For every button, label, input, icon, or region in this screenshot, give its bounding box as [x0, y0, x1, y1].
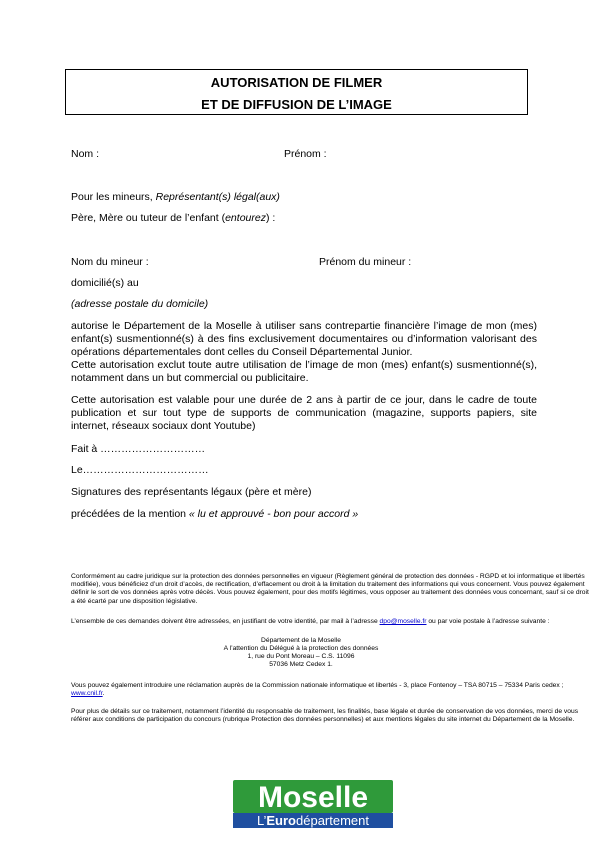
logo-bottom-prefix: L’ [256, 813, 267, 828]
address-line-1: Département de la Moselle [261, 637, 341, 644]
legal-p2-suffix: ou par voie postale à l’adresse suivante : [426, 618, 550, 625]
address-line-2: A l’attention du Délégué à la protection des données [223, 645, 379, 652]
signatures-label: Signatures des représentants légaux (père et mère) [71, 486, 312, 498]
body-paragraph-3: Cette autorisation est valable pour une durée de 2 ans à partir de ce jour, dans le cadre de toute publication et sur tout type de supports de communication (magazine, supports papiers, site internet, réseaux sociaux dont Youtube) [71, 394, 537, 432]
logo-moselle-text: Moselle [257, 781, 369, 814]
mention-line [71, 508, 358, 521]
logo-bottom-bold: Euro [266, 813, 297, 828]
address-line-4: 57036 Metz Cedex 1. [269, 661, 333, 668]
title-box [65, 69, 528, 115]
fait-a-line: Fait à ………………………… [71, 443, 206, 455]
mineurs-line-1-italic: Représentant(s) légal(aux) [155, 191, 280, 203]
mineurs-line-2-prefix: Père, Mère ou tuteur de l’enfant ( [71, 212, 226, 224]
mention-prefix: précédées de la mention [71, 508, 189, 520]
title-line-1: AUTORISATION DE FILMER [210, 75, 383, 90]
mineurs-line-2 [71, 212, 275, 225]
prenom-mineur-label: Prénom du mineur : [319, 256, 412, 268]
moselle-logo [233, 780, 393, 828]
address-line-3: 1, rue du Pont Moreau – C.S. 11096 [247, 653, 355, 660]
body-paragraph-1: autorise le Département de la Moselle à utiliser sans contrepartie financière l’image de mon (mes) enfant(s) susmentionné(s) à des fins exclusivement documentaires ou d’information valorisant des opérations départementales dont celles du Conseil Départemental Junior. [71, 320, 537, 358]
legal-paragraph-4: Pour plus de détails sur ce traitement, notamment l’identité du responsable de traitement, les finalités, base légale et durée de conservation de vos données, merci de vous référer aux conditions de participation du concours (rubrique Protection des données personnelles) et aux mentions légales du site internet du Département de la Moselle. [71, 708, 579, 724]
mineurs-line-1 [71, 191, 280, 204]
adresse-hint [71, 298, 208, 311]
prenom-label: Prénom : [284, 148, 327, 160]
legal-paragraph-1: Conformément au cadre juridique sur la protection des données personnelles en vigueur (Règlement général de protection des données - RGPD et loi informatique et libertés modifiée), vous bénéficiez d’un droit d’accès, de rectification, d’effacement ou droit à la limitation du traitement des informations qui vous concernent. Vous pouvez également définir le sort de vos données après votre décès. Vous pouvez également, pour des motifs légitimes, vous opposer au traitement des données vous concernant, sauf si ce droit a été écarté par une disposition législative. [71, 573, 589, 605]
date-line: Le……………………………… [71, 464, 209, 476]
legal-p3-prefix: Vous pouvez également introduire une réclamation auprès de la Commission nationale informatique et libertés - 3, place Fontenoy – TSA 80715 – 75334 Paris cedex ; [71, 682, 564, 689]
legal-paragraph-2 [71, 618, 589, 626]
mineurs-line-2-suffix: ) : [265, 212, 276, 224]
legal-p3-suffix: . [102, 690, 105, 698]
legal-p2-prefix: L’ensemble de ces demandes doivent être adressées, en justifiant de votre identité, par mail à l’adresse [71, 618, 380, 625]
dpo-email-link[interactable]: dpo@moselle.fr [379, 618, 427, 625]
title-line-2: ET DE DIFFUSION DE L’IMAGE [201, 97, 392, 112]
domicilie-label: domicilié(s) au [71, 277, 139, 289]
mineurs-line-1-prefix: Pour les mineurs, [71, 191, 156, 203]
cnil-link[interactable]: www.cnil.fr [71, 690, 103, 698]
moselle-logo-graphic [233, 780, 393, 828]
nom-mineur-label: Nom du mineur : [71, 256, 149, 268]
nom-label: Nom : [71, 148, 100, 160]
adresse-hint-text: (adresse postale du domicile) [71, 298, 209, 310]
logo-bottom-suffix: département [296, 813, 370, 828]
logo-eurodepartement-text [257, 813, 369, 828]
mineurs-line-2-italic: entourez [225, 212, 266, 224]
body-paragraph-2: Cette autorisation exclut toute autre utilisation de l’image de mon (mes) enfant(s) susmentionné(s), notamment dans un but commercial ou publicitaire. [71, 359, 537, 384]
mention-italic: « lu et approuvé - bon pour accord » [188, 508, 359, 520]
legal-paragraph-3 [71, 682, 589, 698]
